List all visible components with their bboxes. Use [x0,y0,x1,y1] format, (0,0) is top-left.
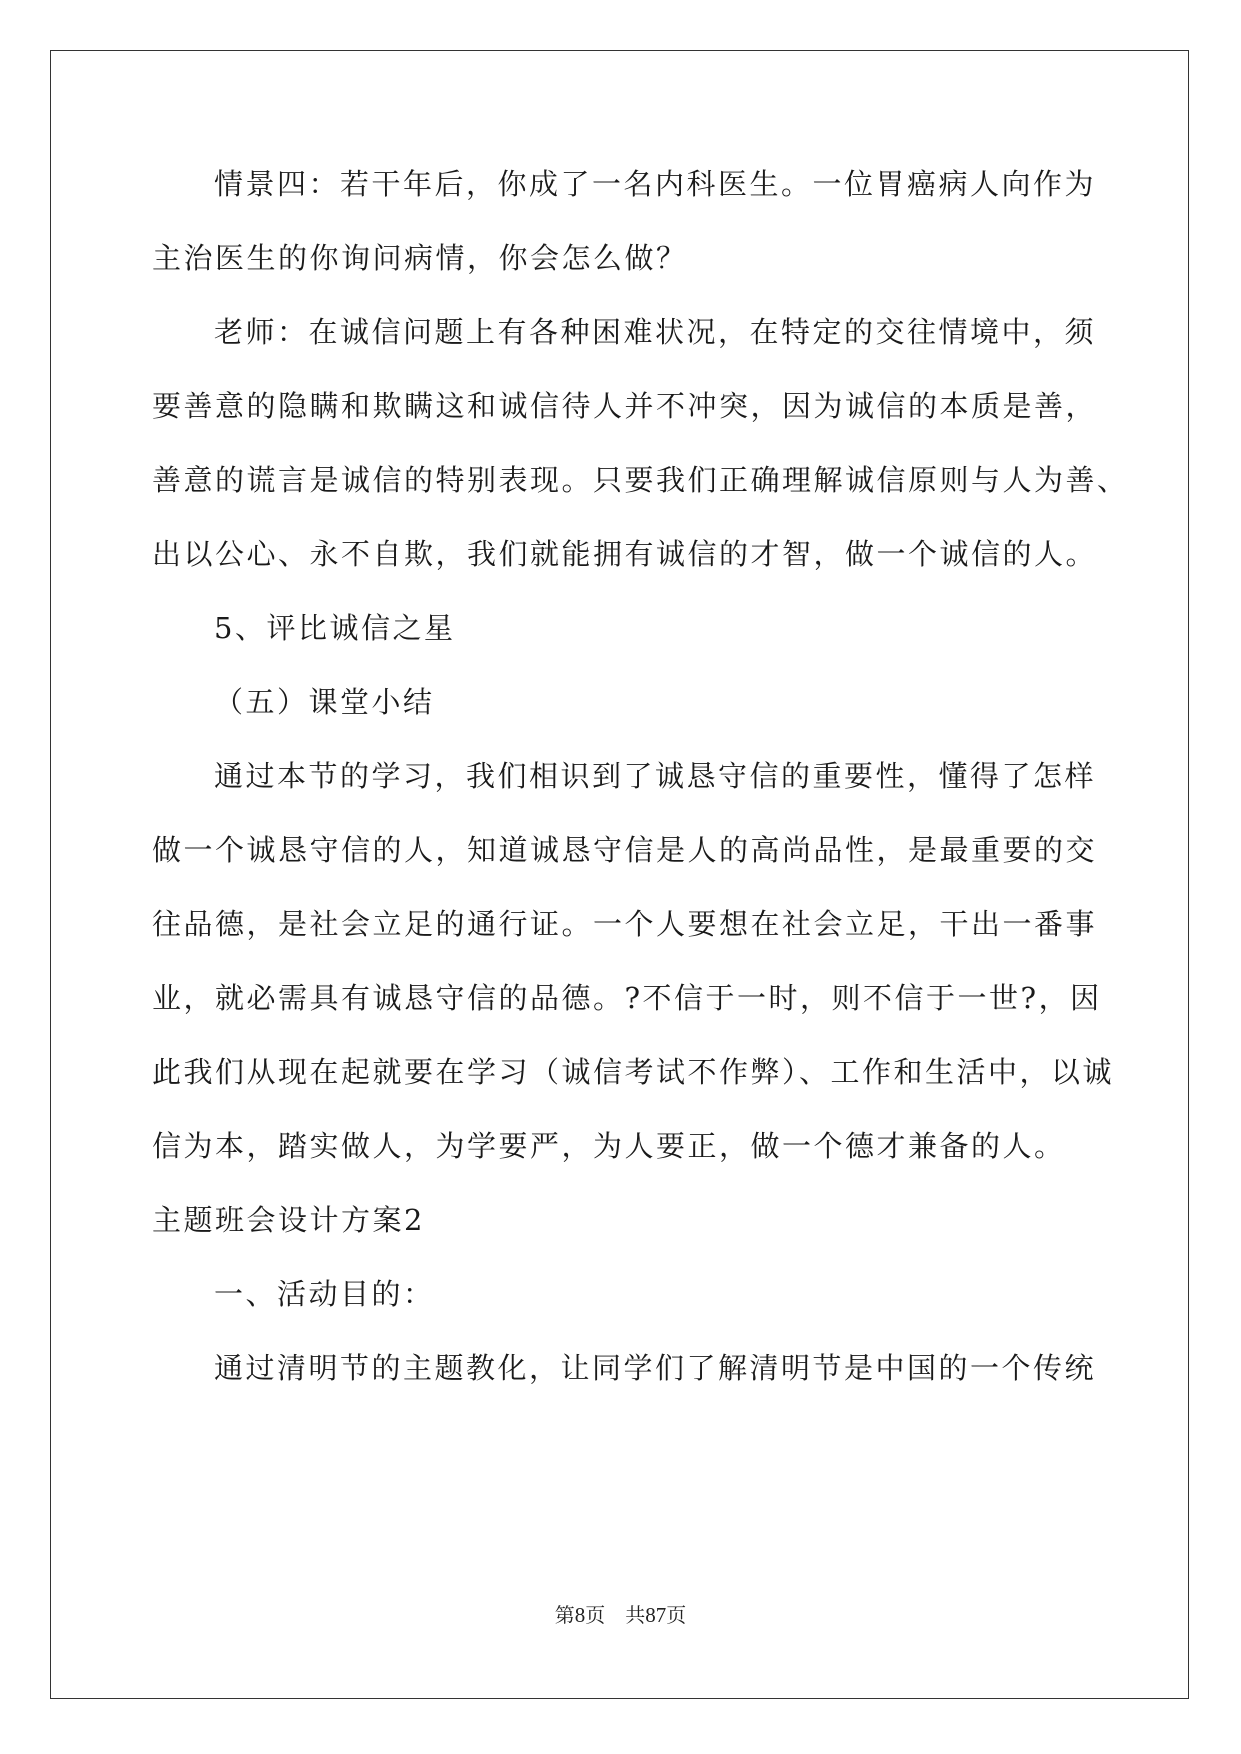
paragraph-line: 做一个诚恳守信的人，知道诚恳守信是人的高尚品性，是最重要的交 [152,833,1098,867]
page-label-prefix: 第 [554,1603,575,1627]
list-item-heading: 5、评比诚信之星 [214,611,456,645]
paragraph-line: 业，就必需具有诚恳守信的品德。?不信于一时，则不信于一世?，因 [152,981,1102,1015]
paragraph-line: 情景四：若干年后，你成了一名内科医生。一位胃癌病人向作为 [214,167,1097,201]
total-pages: 87 [645,1603,667,1627]
page-label-suffix: 页 [585,1603,606,1627]
section-heading: 一、活动目的： [214,1277,435,1311]
paragraph-line: 此我们从现在起就要在学习（诚信考试不作弊）、工作和生活中，以诚 [152,1055,1115,1089]
paragraph-line: 通过清明节的主题教化，让同学们了解清明节是中国的一个传统 [214,1351,1097,1385]
total-label-suffix: 页 [666,1603,687,1627]
paragraph-line: 往品德，是社会立足的通行证。一个人要想在社会立足，干出一番事 [152,907,1098,941]
paragraph-line: 出以公心、永不自欺，我们就能拥有诚信的才智，做一个诚信的人。 [152,537,1098,571]
paragraph-line: 要善意的隐瞒和欺瞒这和诚信待人并不冲突，因为诚信的本质是善， [152,389,1098,423]
page-number: 8 [574,1603,586,1627]
page-footer [0,1603,1241,1627]
paragraph-line: 通过本节的学习，我们相识到了诚恳守信的重要性，懂得了怎样 [214,759,1097,793]
total-label-prefix: 共 [625,1603,646,1627]
section-heading: （五）课堂小结 [214,685,435,719]
document-body [152,166,1129,1424]
paragraph-line: 善意的谎言是诚信的特别表现。只要我们正确理解诚信原则与人为善、 [152,463,1129,497]
document-title: 主题班会设计方案2 [152,1203,425,1237]
paragraph-line: 信为本，踏实做人，为学要严，为人要正，做一个德才兼备的人。 [152,1129,1066,1163]
paragraph-line: 老师：在诚信问题上有各种困难状况，在特定的交往情境中，须 [214,315,1097,349]
paragraph-line: 主治医生的你询问病情，你会怎么做？ [152,241,688,275]
